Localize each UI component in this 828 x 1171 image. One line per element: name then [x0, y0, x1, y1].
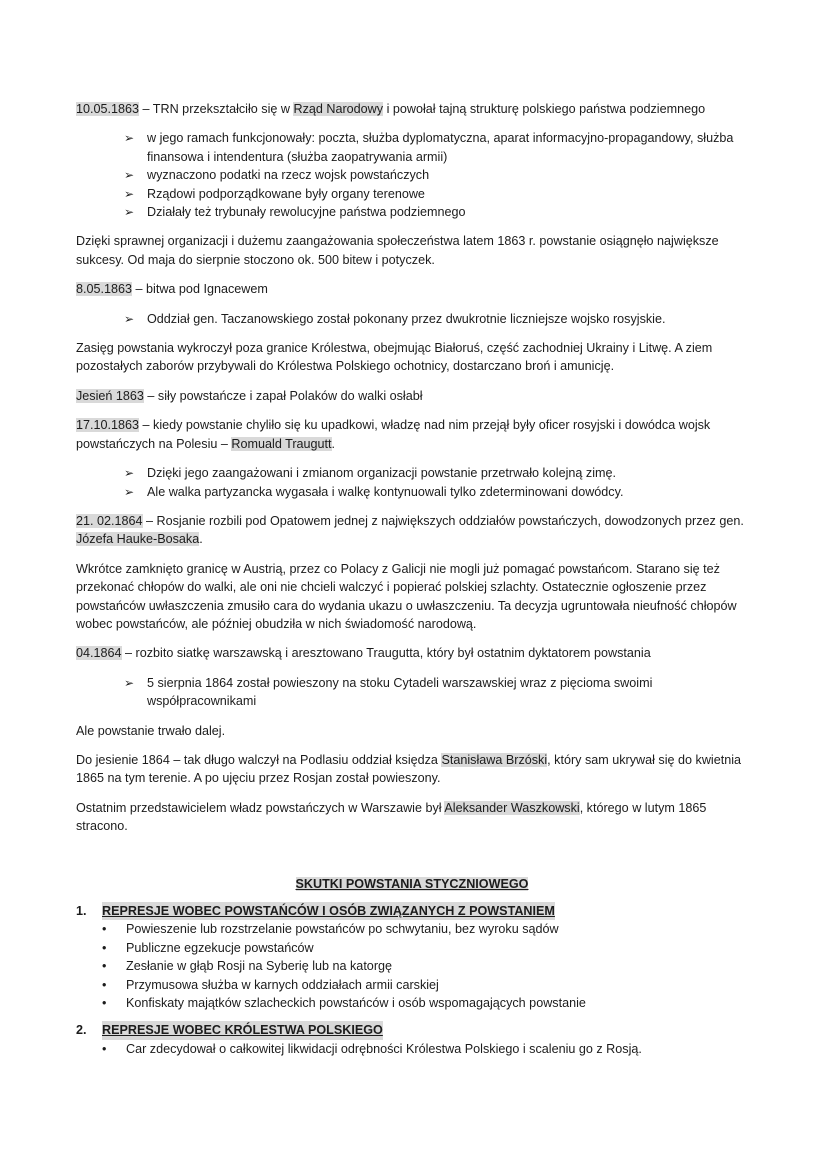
- date-highlight: 8.05.1863: [76, 282, 133, 297]
- bullet-icon: •: [102, 922, 107, 937]
- paragraph-1863-05-08: [76, 280, 748, 298]
- section-heading-2: [76, 1021, 748, 1039]
- list-item: [124, 310, 748, 328]
- section-title: SKUTKI POWSTANIA STYCZNIOWEGO: [295, 876, 529, 891]
- name-highlight: Aleksander Waszkowski: [444, 800, 580, 815]
- list-item: [102, 994, 748, 1012]
- list-traugutt: [76, 464, 748, 501]
- paragraph-text: – Rosjanie rozbili pod Opatowem jednej z największych oddziałów powstańczych, dowodzonych przez gen.: [142, 513, 744, 528]
- bullet-icon: •: [102, 996, 107, 1011]
- paragraph-1863-10-17: [76, 416, 748, 453]
- arrow-bullet-icon: ➢: [124, 205, 135, 220]
- paragraph-text: – kiedy powstanie chyliło się ku upadkowi, władzę nad nim przejął były oficer rosyjski i dowódca wojsk powstańczych na Polesiu –: [76, 418, 711, 451]
- bullet-icon: •: [102, 977, 107, 992]
- section-heading-text: REPRESJE WOBEC POWSTAŃCÓW I OSÓB ZWIĄZANYCH Z POWSTANIEM: [102, 902, 555, 920]
- date-highlight: 10.05.1863: [76, 102, 140, 116]
- arrow-bullet-icon: ➢: [124, 484, 135, 499]
- list-item: [124, 674, 748, 711]
- paragraph-text: – rozbito siatkę warszawską i aresztowano Traugutta, który był ostatnim dyktatorem powstania: [121, 646, 651, 661]
- list-item-text: Rządowi podporządkowane były organy terenowe: [147, 186, 425, 201]
- list-item: [124, 203, 748, 221]
- list-item: [102, 957, 748, 975]
- paragraph-text: – siły powstańcze i zapał Polaków do walki osłabł: [143, 388, 423, 403]
- list-item: [124, 166, 748, 184]
- paragraph-text: .: [331, 436, 336, 451]
- list-represje-powstancow: [76, 920, 748, 1012]
- paragraph-zasieg: Zasięg powstania wykroczył poza granice Królestwa, obejmując Białoruś, część zachodniej Ukrainy i Litwę. A ziem pozostałych zaborów przybywali do Królestwa Polskiego ochotnicy, dostarczano broń i amunicję.: [76, 341, 713, 374]
- date-highlight: 21. 02.1864: [76, 513, 143, 528]
- list-item: [102, 939, 748, 957]
- bullet-icon: •: [102, 959, 107, 974]
- arrow-bullet-icon: ➢: [124, 311, 135, 326]
- list-ignacew: [76, 310, 748, 328]
- list-item: [124, 483, 748, 501]
- bullet-icon: •: [102, 1041, 107, 1056]
- list-item-text: Przymusowa służba w karnych oddziałach armii carskiej: [126, 977, 439, 992]
- paragraph-text: – TRN przekształciło się w: [139, 102, 294, 116]
- paragraph-sukcesy: Dzięki sprawnej organizacji i dużemu zaangażowania społeczeństwa latem 1863 r. powstanie osiągnęło największe sukcesy. Od maja do sierpnie stoczono ok. 500 bitew i potyczek.: [76, 234, 719, 267]
- document-page: [76, 100, 748, 1067]
- arrow-bullet-icon: ➢: [124, 186, 135, 201]
- name-highlight: Józefa Hauke-Bosaka: [76, 532, 200, 547]
- paragraph-text: i powołał tajną strukturę polskiego państwa podziemnego: [383, 102, 706, 116]
- paragraph-wkrotce: Wkrótce zamknięto granicę w Austrią, przez co Polacy z Galicji nie mogli już pomagać powstańcom. Starano się też przekonać chłopów do walki, ale oni nie chcieli walczyć i popierać polskiej szlachty. Ostatecznie ogłoszenie przez powstańców uwłaszczenia zmusiło cara do wydania ukazu o uwłaszczeniu. Ta decyzja ugruntowała nieufność chłopów wobec powstańców, ale później obudziła w nich świadomość narodową.: [76, 561, 737, 631]
- list-item: [102, 1040, 748, 1058]
- name-highlight: Stanisława Brzóski: [441, 752, 548, 767]
- paragraph-text: , którego w lutym 1865 stracono.: [76, 800, 707, 834]
- arrow-bullet-icon: ➢: [124, 131, 135, 146]
- name-highlight: Romuald Traugutt: [231, 436, 332, 451]
- paragraph-text: Do jesienie 1864 – tak długo walczył na Podlasiu oddział księdza: [76, 752, 442, 767]
- list-item: [102, 920, 748, 938]
- paragraph-brzoska: [76, 751, 748, 788]
- list-represje-krolestwa: [76, 1040, 748, 1058]
- paragraph-text: .: [199, 532, 203, 547]
- list-item-text: 5 sierpnia 1864 został powieszony na stoku Cytadeli warszawskiej wraz z pięcioma swoimi współpracownikami: [147, 675, 653, 709]
- paragraph-text: , który sam ukrywał się do kwietnia 1865 na tym terenie. A po ujęciu przez Rosjan został powieszony.: [76, 752, 742, 786]
- section-number: 2.: [76, 1023, 87, 1038]
- section-number: 1.: [76, 904, 87, 918]
- name-highlight: Rząd Narodowy: [293, 102, 384, 116]
- list-item-text: Dzięki jego zaangażowani i zmianom organizacji powstanie przetrwało kolejną zimę.: [147, 466, 616, 481]
- list-item-text: Oddział gen. Taczanowskiego został pokonany przez dwukrotnie liczniejsze wojsko rosyjskie.: [147, 311, 666, 326]
- date-highlight: Jesień 1863: [76, 388, 144, 403]
- section-title-wrap: [76, 875, 748, 893]
- paragraph-text: Ostatnim przedstawicielem władz powstańczych w Warszawie był: [76, 800, 445, 815]
- section-heading-1: [76, 902, 748, 920]
- paragraph-jesien-1863: [76, 387, 748, 405]
- paragraph-text: – bitwa pod Ignacewem: [132, 282, 268, 297]
- bullet-icon: •: [102, 940, 107, 955]
- list-item-text: Działały też trybunały rewolucyjne państwa podziemnego: [147, 205, 466, 220]
- arrow-bullet-icon: ➢: [124, 466, 135, 481]
- arrow-bullet-icon: ➢: [124, 675, 135, 690]
- list-straceni: [76, 674, 748, 711]
- list-item-text: Ale walka partyzancka wygasała i walkę kontynuowali tylko zdeterminowani dowódcy.: [147, 484, 624, 499]
- paragraph-waszkowski: [76, 799, 748, 836]
- paragraph-1864-02-21: [76, 512, 748, 549]
- list-item-text: Car zdecydował o całkowitej likwidacji odrębności Królestwa Polskiego i scaleniu go z Rosją.: [126, 1041, 642, 1056]
- list-item: [124, 129, 748, 166]
- list-item-text: Konfiskaty majątków szlacheckich powstańców i osób wspomagających powstanie: [126, 996, 586, 1011]
- paragraph-1863-05-10: [76, 100, 748, 118]
- list-item-text: Publiczne egzekucje powstańców: [126, 940, 314, 955]
- list-government-structure: [76, 129, 748, 221]
- paragraph-trwalo: Ale powstanie trwało dalej.: [76, 723, 226, 738]
- section-heading-text: REPRESJE WOBEC KRÓLESTWA POLSKIEGO: [102, 1021, 383, 1039]
- list-item: [124, 185, 748, 203]
- list-item: [124, 464, 748, 482]
- date-highlight: 04.1864: [76, 646, 122, 661]
- list-item-text: Powieszenie lub rozstrzelanie powstańców po schwytaniu, bez wyroku sądów: [126, 922, 559, 937]
- list-item-text: Zesłanie w głąb Rosji na Syberię lub na katorgę: [126, 959, 393, 974]
- date-highlight: 17.10.1863: [76, 418, 140, 433]
- list-item-text: wyznaczono podatki na rzecz wojsk powstańczych: [147, 168, 430, 183]
- arrow-bullet-icon: ➢: [124, 168, 135, 183]
- list-item-text: w jego ramach funkcjonowały: poczta, służba dyplomatyczna, aparat informacyjno-propagandowy, służba finansowa i intendentura (służba zaopatrywania armii): [147, 131, 734, 164]
- list-item: [102, 976, 748, 994]
- paragraph-1864-04: [76, 644, 748, 662]
